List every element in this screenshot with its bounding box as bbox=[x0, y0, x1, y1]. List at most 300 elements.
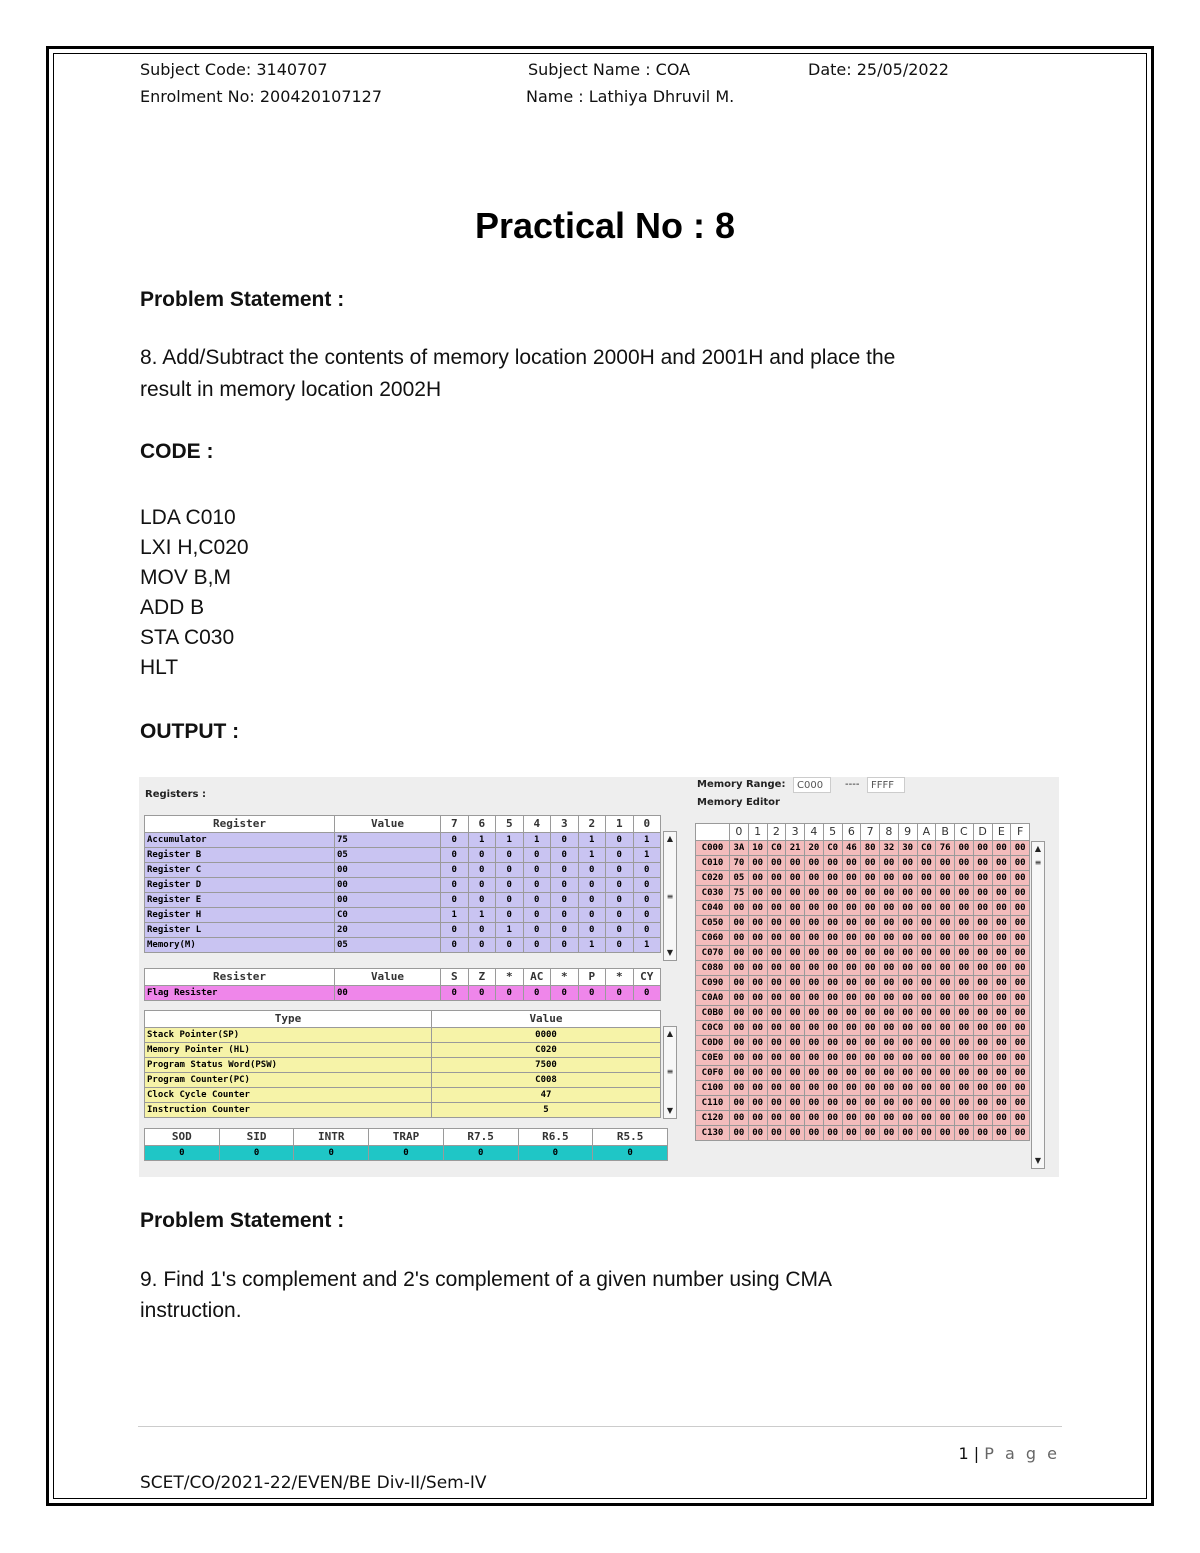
memory-cell[interactable]: 00 bbox=[880, 1006, 899, 1021]
memory-cell[interactable]: 00 bbox=[730, 1066, 749, 1081]
memory-cell[interactable]: 00 bbox=[955, 1051, 974, 1066]
memory-cell[interactable]: 00 bbox=[973, 931, 992, 946]
memory-cell[interactable]: 00 bbox=[805, 871, 824, 886]
memory-cell[interactable]: C0 bbox=[917, 841, 936, 856]
memory-cell[interactable]: 00 bbox=[1011, 1066, 1030, 1081]
memory-cell[interactable]: 00 bbox=[823, 991, 842, 1006]
memory-cell[interactable]: 00 bbox=[861, 1081, 880, 1096]
memory-cell[interactable]: 00 bbox=[861, 931, 880, 946]
memory-cell[interactable]: 00 bbox=[767, 1066, 786, 1081]
memory-cell[interactable]: 00 bbox=[823, 946, 842, 961]
scroll-thumb-icon[interactable]: ≡ bbox=[666, 892, 674, 901]
memory-cell[interactable]: 00 bbox=[917, 1006, 936, 1021]
memory-cell[interactable]: 00 bbox=[842, 1096, 861, 1111]
memory-cell[interactable]: 00 bbox=[786, 856, 805, 871]
memory-cell[interactable]: 00 bbox=[917, 1036, 936, 1051]
memory-cell[interactable]: 00 bbox=[880, 931, 899, 946]
memory-cell[interactable]: 00 bbox=[823, 1126, 842, 1141]
memory-cell[interactable]: 00 bbox=[786, 1036, 805, 1051]
memory-cell[interactable]: 00 bbox=[767, 871, 786, 886]
memory-cell[interactable]: 00 bbox=[786, 901, 805, 916]
memory-cell[interactable]: 00 bbox=[786, 1096, 805, 1111]
memory-cell[interactable]: 00 bbox=[992, 946, 1011, 961]
memory-cell[interactable]: 00 bbox=[1011, 856, 1030, 871]
memory-cell[interactable]: C0 bbox=[767, 841, 786, 856]
memory-cell[interactable]: 00 bbox=[936, 931, 955, 946]
memory-cell[interactable]: 00 bbox=[955, 886, 974, 901]
memory-cell[interactable]: 00 bbox=[805, 1126, 824, 1141]
memory-cell[interactable]: 00 bbox=[1011, 1126, 1030, 1141]
memory-cell[interactable]: 00 bbox=[917, 1051, 936, 1066]
memory-cell[interactable]: 00 bbox=[992, 1126, 1011, 1141]
memory-cell[interactable]: 00 bbox=[992, 901, 1011, 916]
memory-cell[interactable]: 00 bbox=[842, 871, 861, 886]
memory-cell[interactable]: 00 bbox=[955, 1036, 974, 1051]
memory-cell[interactable]: 00 bbox=[917, 1081, 936, 1096]
memory-cell[interactable]: 00 bbox=[842, 856, 861, 871]
memory-cell[interactable]: 00 bbox=[898, 1051, 917, 1066]
memory-cell[interactable]: 00 bbox=[936, 871, 955, 886]
memory-cell[interactable]: 00 bbox=[973, 886, 992, 901]
memory-cell[interactable]: 00 bbox=[861, 916, 880, 931]
memory-cell[interactable]: 00 bbox=[805, 1081, 824, 1096]
memory-cell[interactable]: 00 bbox=[955, 1066, 974, 1081]
memory-cell[interactable]: 00 bbox=[748, 1111, 767, 1126]
memory-cell[interactable]: 00 bbox=[898, 946, 917, 961]
memory-cell[interactable]: 00 bbox=[973, 1006, 992, 1021]
memory-cell[interactable]: 00 bbox=[936, 976, 955, 991]
memory-cell[interactable]: 00 bbox=[786, 1126, 805, 1141]
memory-cell[interactable]: 00 bbox=[767, 1036, 786, 1051]
memory-range-to-input[interactable]: FFFF bbox=[867, 777, 905, 793]
memory-cell[interactable]: 00 bbox=[730, 1111, 749, 1126]
memory-cell[interactable]: 00 bbox=[936, 916, 955, 931]
memory-cell[interactable]: 00 bbox=[730, 1096, 749, 1111]
memory-cell[interactable]: 00 bbox=[992, 856, 1011, 871]
memory-cell[interactable]: 00 bbox=[786, 916, 805, 931]
memory-cell[interactable]: 00 bbox=[730, 931, 749, 946]
memory-cell[interactable]: 00 bbox=[973, 856, 992, 871]
memory-cell[interactable]: 00 bbox=[898, 1096, 917, 1111]
memory-cell[interactable]: 00 bbox=[730, 976, 749, 991]
memory-cell[interactable]: 00 bbox=[898, 1021, 917, 1036]
memory-cell[interactable]: 00 bbox=[1011, 916, 1030, 931]
memory-cell[interactable]: 00 bbox=[1011, 976, 1030, 991]
memory-cell[interactable]: 00 bbox=[992, 1051, 1011, 1066]
memory-cell[interactable]: 00 bbox=[842, 916, 861, 931]
memory-cell[interactable]: 00 bbox=[748, 1096, 767, 1111]
memory-cell[interactable]: 00 bbox=[805, 946, 824, 961]
memory-cell[interactable]: 00 bbox=[748, 1051, 767, 1066]
memory-cell[interactable]: 00 bbox=[955, 1006, 974, 1021]
memory-cell[interactable]: 00 bbox=[955, 871, 974, 886]
memory-cell[interactable]: 00 bbox=[1011, 871, 1030, 886]
memory-cell[interactable]: 00 bbox=[861, 1066, 880, 1081]
memory-cell[interactable]: 00 bbox=[1011, 946, 1030, 961]
memory-cell[interactable]: 00 bbox=[861, 871, 880, 886]
memory-cell[interactable]: 00 bbox=[842, 886, 861, 901]
memory-cell[interactable]: 00 bbox=[823, 901, 842, 916]
scroll-up-icon[interactable]: ▲ bbox=[666, 1029, 674, 1038]
memory-cell[interactable]: 00 bbox=[880, 886, 899, 901]
memory-cell[interactable]: 00 bbox=[880, 1036, 899, 1051]
memory-cell[interactable]: 00 bbox=[786, 1021, 805, 1036]
memory-cell[interactable]: 21 bbox=[786, 841, 805, 856]
memory-cell[interactable]: 32 bbox=[880, 841, 899, 856]
memory-cell[interactable]: 00 bbox=[730, 1051, 749, 1066]
memory-cell[interactable]: 00 bbox=[786, 961, 805, 976]
memory-cell[interactable]: 00 bbox=[973, 916, 992, 931]
memory-cell[interactable]: 00 bbox=[917, 946, 936, 961]
memory-cell[interactable]: 00 bbox=[1011, 991, 1030, 1006]
memory-cell[interactable]: 00 bbox=[973, 1036, 992, 1051]
memory-cell[interactable]: 00 bbox=[748, 976, 767, 991]
memory-cell[interactable]: 00 bbox=[880, 901, 899, 916]
memory-cell[interactable]: 00 bbox=[805, 976, 824, 991]
memory-cell[interactable]: 00 bbox=[1011, 1111, 1030, 1126]
memory-cell[interactable]: 00 bbox=[805, 1111, 824, 1126]
memory-cell[interactable]: 00 bbox=[955, 991, 974, 1006]
memory-cell[interactable]: 00 bbox=[917, 1021, 936, 1036]
memory-cell[interactable]: 00 bbox=[823, 871, 842, 886]
memory-cell[interactable]: 00 bbox=[805, 1021, 824, 1036]
memory-cell[interactable]: 00 bbox=[992, 991, 1011, 1006]
memory-cell[interactable]: 00 bbox=[880, 976, 899, 991]
memory-cell[interactable]: 00 bbox=[767, 1126, 786, 1141]
memory-cell[interactable]: 00 bbox=[823, 1036, 842, 1051]
memory-cell[interactable]: 00 bbox=[767, 916, 786, 931]
memory-cell[interactable]: 00 bbox=[992, 1036, 1011, 1051]
memory-cell[interactable]: 00 bbox=[917, 916, 936, 931]
memory-cell[interactable]: 00 bbox=[917, 931, 936, 946]
memory-cell[interactable]: 00 bbox=[823, 1051, 842, 1066]
memory-cell[interactable]: 00 bbox=[805, 1036, 824, 1051]
memory-cell[interactable]: 00 bbox=[861, 991, 880, 1006]
memory-cell[interactable]: 00 bbox=[767, 886, 786, 901]
memory-cell[interactable]: 00 bbox=[1011, 841, 1030, 856]
memory-cell[interactable]: 00 bbox=[786, 1081, 805, 1096]
memory-cell[interactable]: 00 bbox=[748, 991, 767, 1006]
scroll-up-icon[interactable]: ▲ bbox=[1034, 844, 1042, 853]
memory-cell[interactable]: 00 bbox=[880, 916, 899, 931]
memory-cell[interactable]: 00 bbox=[973, 1111, 992, 1126]
memory-cell[interactable]: 00 bbox=[880, 1111, 899, 1126]
memory-cell[interactable]: 00 bbox=[1011, 1096, 1030, 1111]
memory-cell[interactable]: 00 bbox=[842, 1036, 861, 1051]
memory-cell[interactable]: 00 bbox=[823, 1096, 842, 1111]
memory-cell[interactable]: 00 bbox=[748, 1036, 767, 1051]
memory-cell[interactable]: 00 bbox=[805, 856, 824, 871]
memory-cell[interactable]: 00 bbox=[786, 991, 805, 1006]
memory-cell[interactable]: 00 bbox=[880, 1096, 899, 1111]
memory-cell[interactable]: 00 bbox=[936, 1111, 955, 1126]
memory-cell[interactable]: 00 bbox=[973, 991, 992, 1006]
memory-cell[interactable]: 00 bbox=[955, 1126, 974, 1141]
memory-cell[interactable]: 00 bbox=[880, 871, 899, 886]
memory-cell[interactable]: 00 bbox=[880, 961, 899, 976]
memory-cell[interactable]: 80 bbox=[861, 841, 880, 856]
memory-cell[interactable]: 00 bbox=[748, 901, 767, 916]
memory-cell[interactable]: 00 bbox=[880, 1126, 899, 1141]
memory-cell[interactable]: 00 bbox=[823, 856, 842, 871]
memory-cell[interactable]: 00 bbox=[973, 1096, 992, 1111]
memory-cell[interactable]: 00 bbox=[1011, 901, 1030, 916]
memory-cell[interactable]: 70 bbox=[730, 856, 749, 871]
memory-cell[interactable]: 00 bbox=[898, 1006, 917, 1021]
memory-cell[interactable]: 00 bbox=[861, 1036, 880, 1051]
memory-cell[interactable]: 00 bbox=[767, 1081, 786, 1096]
memory-cell[interactable]: 76 bbox=[936, 841, 955, 856]
memory-cell[interactable]: 00 bbox=[730, 1036, 749, 1051]
memory-cell[interactable]: 00 bbox=[955, 856, 974, 871]
memory-cell[interactable]: 00 bbox=[730, 1081, 749, 1096]
memory-cell[interactable]: 00 bbox=[917, 991, 936, 1006]
memory-cell[interactable]: 00 bbox=[917, 856, 936, 871]
memory-cell[interactable]: 00 bbox=[861, 901, 880, 916]
memory-cell[interactable]: 00 bbox=[917, 1126, 936, 1141]
memory-cell[interactable]: 00 bbox=[805, 886, 824, 901]
memory-cell[interactable]: 00 bbox=[842, 1126, 861, 1141]
memory-cell[interactable]: 00 bbox=[992, 1006, 1011, 1021]
memory-cell[interactable]: 00 bbox=[992, 871, 1011, 886]
memory-cell[interactable]: 00 bbox=[748, 871, 767, 886]
memory-cell[interactable]: 00 bbox=[842, 1066, 861, 1081]
memory-cell[interactable]: 00 bbox=[992, 1066, 1011, 1081]
memory-cell[interactable]: 00 bbox=[992, 1096, 1011, 1111]
memory-cell[interactable]: 00 bbox=[898, 886, 917, 901]
memory-cell[interactable]: 00 bbox=[1011, 1036, 1030, 1051]
memory-cell[interactable]: 00 bbox=[786, 946, 805, 961]
memory-cell[interactable]: 00 bbox=[861, 886, 880, 901]
memory-cell[interactable]: 00 bbox=[973, 1051, 992, 1066]
memory-cell[interactable]: 00 bbox=[748, 961, 767, 976]
memory-cell[interactable]: 00 bbox=[992, 961, 1011, 976]
memory-cell[interactable]: 00 bbox=[767, 991, 786, 1006]
memory-cell[interactable]: 00 bbox=[992, 886, 1011, 901]
memory-cell[interactable]: 00 bbox=[823, 931, 842, 946]
memory-cell[interactable]: 00 bbox=[917, 871, 936, 886]
memory-cell[interactable]: 00 bbox=[936, 886, 955, 901]
memory-cell[interactable]: 00 bbox=[730, 1006, 749, 1021]
memory-cell[interactable]: 00 bbox=[767, 1051, 786, 1066]
memory-cell[interactable]: 00 bbox=[1011, 886, 1030, 901]
memory-cell[interactable]: 00 bbox=[842, 901, 861, 916]
memory-cell[interactable]: 00 bbox=[955, 1021, 974, 1036]
memory-cell[interactable]: 00 bbox=[898, 856, 917, 871]
memory-cell[interactable]: 00 bbox=[936, 1081, 955, 1096]
memory-cell[interactable]: 00 bbox=[880, 1051, 899, 1066]
memory-cell[interactable]: 00 bbox=[748, 1066, 767, 1081]
memory-cell[interactable]: 00 bbox=[730, 946, 749, 961]
memory-cell[interactable]: 00 bbox=[973, 871, 992, 886]
memory-cell[interactable]: 00 bbox=[917, 886, 936, 901]
memory-cell[interactable]: 00 bbox=[823, 1006, 842, 1021]
memory-cell[interactable]: 00 bbox=[973, 1021, 992, 1036]
memory-cell[interactable]: 00 bbox=[936, 1051, 955, 1066]
memory-cell[interactable]: 00 bbox=[786, 871, 805, 886]
memory-cell[interactable]: 00 bbox=[936, 946, 955, 961]
memory-cell[interactable]: 00 bbox=[880, 991, 899, 1006]
scroll-up-icon[interactable]: ▲ bbox=[666, 834, 674, 843]
memory-cell[interactable]: 00 bbox=[767, 946, 786, 961]
memory-cell[interactable]: 00 bbox=[955, 841, 974, 856]
memory-cell[interactable]: 00 bbox=[823, 976, 842, 991]
memory-cell[interactable]: 00 bbox=[861, 961, 880, 976]
memory-cell[interactable]: C0 bbox=[823, 841, 842, 856]
memory-cell[interactable]: 00 bbox=[730, 991, 749, 1006]
memory-cell[interactable]: 00 bbox=[767, 1006, 786, 1021]
memory-cell[interactable]: 00 bbox=[786, 1051, 805, 1066]
memory-cell[interactable]: 00 bbox=[805, 931, 824, 946]
memory-cell[interactable]: 20 bbox=[805, 841, 824, 856]
memory-cell[interactable]: 00 bbox=[917, 961, 936, 976]
memory-cell[interactable]: 00 bbox=[898, 931, 917, 946]
memory-cell[interactable]: 05 bbox=[730, 871, 749, 886]
memory-cell[interactable]: 00 bbox=[973, 1081, 992, 1096]
memory-cell[interactable]: 00 bbox=[767, 931, 786, 946]
memory-cell[interactable]: 00 bbox=[973, 976, 992, 991]
memory-cell[interactable]: 00 bbox=[898, 901, 917, 916]
memory-cell[interactable]: 00 bbox=[936, 856, 955, 871]
memory-cell[interactable]: 00 bbox=[823, 916, 842, 931]
memory-cell[interactable]: 00 bbox=[842, 961, 861, 976]
memory-cell[interactable]: 00 bbox=[880, 946, 899, 961]
memory-cell[interactable]: 00 bbox=[861, 856, 880, 871]
memory-cell[interactable]: 00 bbox=[936, 901, 955, 916]
memory-cell[interactable]: 00 bbox=[917, 901, 936, 916]
memory-cell[interactable]: 00 bbox=[786, 886, 805, 901]
memory-cell[interactable]: 00 bbox=[823, 1081, 842, 1096]
memory-cell[interactable]: 00 bbox=[748, 1006, 767, 1021]
type-scrollbar[interactable] bbox=[663, 1026, 677, 1119]
memory-cell[interactable]: 00 bbox=[805, 1006, 824, 1021]
memory-cell[interactable]: 00 bbox=[805, 1096, 824, 1111]
memory-cell[interactable]: 30 bbox=[898, 841, 917, 856]
memory-cell[interactable]: 00 bbox=[917, 976, 936, 991]
memory-cell[interactable]: 00 bbox=[730, 1126, 749, 1141]
memory-cell[interactable]: 00 bbox=[880, 1021, 899, 1036]
memory-cell[interactable]: 00 bbox=[936, 1021, 955, 1036]
memory-cell[interactable]: 00 bbox=[805, 961, 824, 976]
memory-cell[interactable]: 00 bbox=[730, 916, 749, 931]
memory-cell[interactable]: 46 bbox=[842, 841, 861, 856]
memory-cell[interactable]: 00 bbox=[992, 1081, 1011, 1096]
memory-cell[interactable]: 00 bbox=[748, 1126, 767, 1141]
memory-cell[interactable]: 00 bbox=[767, 856, 786, 871]
memory-cell[interactable]: 00 bbox=[1011, 961, 1030, 976]
memory-cell[interactable]: 00 bbox=[748, 946, 767, 961]
memory-cell[interactable]: 00 bbox=[786, 1066, 805, 1081]
memory-cell[interactable]: 00 bbox=[767, 976, 786, 991]
memory-cell[interactable]: 00 bbox=[767, 1096, 786, 1111]
memory-cell[interactable]: 00 bbox=[955, 901, 974, 916]
memory-cell[interactable]: 00 bbox=[936, 1066, 955, 1081]
memory-cell[interactable]: 00 bbox=[880, 1066, 899, 1081]
memory-cell[interactable]: 00 bbox=[955, 976, 974, 991]
memory-cell[interactable]: 00 bbox=[880, 1081, 899, 1096]
memory-cell[interactable]: 00 bbox=[842, 1111, 861, 1126]
memory-cell[interactable]: 00 bbox=[1011, 1081, 1030, 1096]
memory-cell[interactable]: 00 bbox=[861, 1006, 880, 1021]
memory-cell[interactable]: 00 bbox=[748, 856, 767, 871]
memory-cell[interactable]: 00 bbox=[1011, 1021, 1030, 1036]
memory-cell[interactable]: 00 bbox=[823, 961, 842, 976]
memory-cell[interactable]: 00 bbox=[823, 1021, 842, 1036]
memory-cell[interactable]: 00 bbox=[861, 1111, 880, 1126]
memory-cell[interactable]: 00 bbox=[992, 976, 1011, 991]
memory-cell[interactable]: 00 bbox=[842, 1021, 861, 1036]
memory-cell[interactable]: 00 bbox=[1011, 931, 1030, 946]
memory-cell[interactable]: 00 bbox=[730, 901, 749, 916]
memory-cell[interactable]: 00 bbox=[842, 946, 861, 961]
memory-cell[interactable]: 00 bbox=[955, 946, 974, 961]
memory-cell[interactable]: 00 bbox=[823, 1066, 842, 1081]
memory-cell[interactable]: 00 bbox=[1011, 1006, 1030, 1021]
memory-cell[interactable]: 00 bbox=[748, 1081, 767, 1096]
memory-cell[interactable]: 00 bbox=[880, 856, 899, 871]
memory-cell[interactable]: 00 bbox=[805, 1051, 824, 1066]
memory-cell[interactable]: 00 bbox=[898, 961, 917, 976]
registers-scrollbar[interactable] bbox=[663, 831, 677, 961]
memory-cell[interactable]: 00 bbox=[955, 916, 974, 931]
memory-cell[interactable]: 00 bbox=[973, 1126, 992, 1141]
memory-cell[interactable]: 00 bbox=[992, 1111, 1011, 1126]
memory-cell[interactable]: 00 bbox=[748, 886, 767, 901]
memory-cell[interactable]: 00 bbox=[973, 961, 992, 976]
memory-cell[interactable]: 00 bbox=[936, 1036, 955, 1051]
memory-scrollbar[interactable] bbox=[1031, 841, 1045, 1169]
memory-cell[interactable]: 00 bbox=[842, 1051, 861, 1066]
memory-cell[interactable]: 00 bbox=[861, 1126, 880, 1141]
memory-cell[interactable]: 00 bbox=[955, 1081, 974, 1096]
memory-cell[interactable]: 00 bbox=[917, 1111, 936, 1126]
memory-cell[interactable]: 00 bbox=[823, 886, 842, 901]
memory-cell[interactable]: 00 bbox=[730, 961, 749, 976]
scroll-down-icon[interactable]: ▼ bbox=[666, 948, 674, 957]
memory-cell[interactable]: 00 bbox=[936, 1096, 955, 1111]
memory-cell[interactable]: 00 bbox=[898, 871, 917, 886]
memory-cell[interactable]: 00 bbox=[861, 946, 880, 961]
memory-cell[interactable]: 00 bbox=[992, 931, 1011, 946]
memory-cell[interactable]: 00 bbox=[955, 961, 974, 976]
memory-cell[interactable]: 00 bbox=[936, 991, 955, 1006]
memory-cell[interactable]: 00 bbox=[842, 1081, 861, 1096]
memory-cell[interactable]: 3A bbox=[730, 841, 749, 856]
memory-cell[interactable]: 00 bbox=[861, 1051, 880, 1066]
memory-cell[interactable]: 00 bbox=[767, 901, 786, 916]
memory-cell[interactable]: 00 bbox=[898, 976, 917, 991]
memory-cell[interactable]: 00 bbox=[955, 931, 974, 946]
memory-range-from-input[interactable]: C000 bbox=[793, 777, 831, 793]
memory-cell[interactable]: 00 bbox=[898, 1081, 917, 1096]
memory-cell[interactable]: 00 bbox=[992, 841, 1011, 856]
memory-cell[interactable]: 00 bbox=[898, 1111, 917, 1126]
memory-cell[interactable]: 00 bbox=[730, 1021, 749, 1036]
memory-cell[interactable]: 00 bbox=[842, 976, 861, 991]
memory-cell[interactable]: 00 bbox=[955, 1111, 974, 1126]
memory-cell[interactable]: 00 bbox=[992, 1021, 1011, 1036]
memory-cell[interactable]: 00 bbox=[973, 841, 992, 856]
memory-cell[interactable]: 00 bbox=[786, 1111, 805, 1126]
memory-cell[interactable]: 75 bbox=[730, 886, 749, 901]
memory-cell[interactable]: 00 bbox=[898, 916, 917, 931]
memory-cell[interactable]: 00 bbox=[786, 1006, 805, 1021]
memory-cell[interactable]: 00 bbox=[786, 976, 805, 991]
memory-cell[interactable]: 00 bbox=[805, 901, 824, 916]
scroll-down-icon[interactable]: ▼ bbox=[1034, 1156, 1042, 1165]
scroll-thumb-icon[interactable]: ≡ bbox=[666, 1067, 674, 1076]
memory-cell[interactable]: 00 bbox=[936, 1126, 955, 1141]
